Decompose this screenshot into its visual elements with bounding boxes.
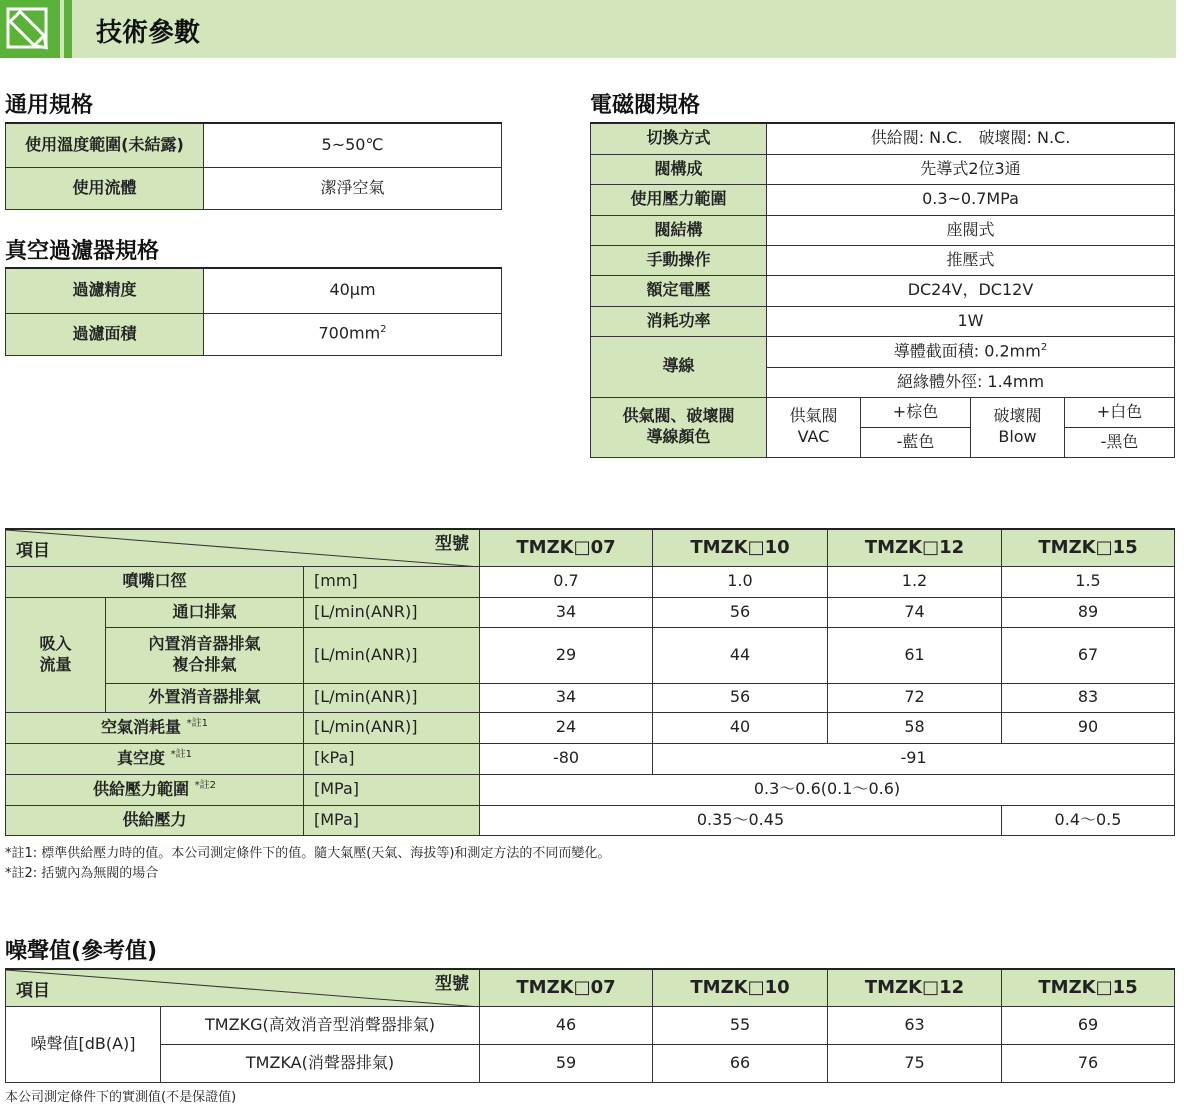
row-value: DC24V，DC12V: [767, 275, 1175, 306]
label-line: 導線顏色: [646, 427, 711, 446]
value-cell: 59: [480, 1044, 653, 1082]
performance-table: [5, 528, 1175, 836]
value-cell: -91: [653, 743, 1175, 774]
value-cell: 0.3～0.6(0.1～0.6): [480, 774, 1175, 805]
row-label: 過濾精度: [6, 268, 204, 313]
table-row: [6, 167, 502, 209]
solenoid-title: 電磁閥規格: [590, 93, 701, 118]
header-cell: [6, 969, 480, 1006]
value-text: 700mm: [318, 323, 381, 343]
model-header: TMZK□12: [828, 529, 1002, 566]
value-cell: 24: [480, 712, 653, 743]
row-value: 供給閥: N.C. 破壞閥: N.C.: [767, 123, 1175, 154]
unit-cell: [kPa]: [304, 743, 480, 774]
row-value: 1W: [767, 306, 1175, 336]
table-row: [591, 245, 1175, 275]
row-label: 消耗功率: [591, 306, 767, 336]
unit-cell: [L/min(ANR)]: [304, 627, 480, 683]
superscript: 2: [1040, 341, 1048, 353]
label-line: 吸入: [39, 633, 72, 653]
table-row: [6, 683, 1175, 712]
row-value: 先導式2位3通: [767, 154, 1175, 184]
wire-color: -黑色: [1065, 427, 1175, 457]
value-cell: 1.2: [828, 566, 1002, 597]
label-text: 真空度: [117, 748, 166, 768]
section-banner: [0, 0, 1176, 58]
break-valve-cell: [971, 397, 1065, 457]
table-row: [6, 805, 1175, 835]
wire-color: +棕色: [861, 397, 971, 427]
label-line: Blow: [998, 427, 1037, 446]
unit-cell: [L/min(ANR)]: [304, 683, 480, 712]
value-cell: 61: [828, 627, 1002, 683]
table-row: [6, 597, 1175, 627]
wire-color: -藍色: [861, 427, 971, 457]
model-header: TMZK□12: [828, 969, 1002, 1006]
page-title: 技術參數: [96, 18, 201, 48]
label-line: 複合排氣: [172, 655, 237, 674]
model-label: 型號: [435, 534, 470, 554]
row-label: 導線: [591, 336, 767, 397]
value-cell: 56: [653, 683, 828, 712]
banner-strip: [64, 0, 72, 58]
row-value: 推壓式: [767, 245, 1175, 275]
row-label: 手動操作: [591, 245, 767, 275]
model-header: TMZK□07: [480, 969, 653, 1006]
model-header: TMZK□10: [653, 529, 828, 566]
table-row: [6, 774, 1175, 805]
value-cell: 40: [653, 712, 828, 743]
value-cell: 76: [1002, 1044, 1175, 1082]
value-cell: 75: [828, 1044, 1002, 1082]
superscript: 2: [380, 324, 387, 336]
row-label: 噴嘴口徑: [6, 566, 304, 597]
table-row: [6, 743, 1175, 774]
table-row: [591, 184, 1175, 215]
label-text: 空氣消耗量: [101, 717, 182, 737]
value-cell: 0.4～0.5: [1002, 805, 1175, 835]
table-row: [6, 313, 502, 355]
label-line: 供氣閥: [789, 406, 838, 426]
table-row: [6, 268, 502, 313]
row-value: 潔淨空氣: [204, 167, 502, 209]
supply-valve-cell: [767, 397, 861, 457]
diagonal-line: [6, 970, 480, 1007]
value-cell: 34: [480, 683, 653, 712]
table-row: [591, 123, 1175, 154]
value-cell: 58: [828, 712, 1002, 743]
value-cell: 83: [1002, 683, 1175, 712]
value-cell: 1.5: [1002, 566, 1175, 597]
table-row: [591, 306, 1175, 336]
solenoid-table: [590, 122, 1175, 458]
general-title: 通用規格: [5, 93, 94, 118]
suction-label: [6, 597, 106, 712]
label-text: 供給壓力範圍: [93, 779, 190, 799]
table-header-row: [6, 969, 1175, 1006]
value-cell: 67: [1002, 627, 1175, 683]
row-label: 使用壓力範圍: [591, 184, 767, 215]
table-row: [591, 397, 1175, 427]
row-value: 40μm: [204, 268, 502, 313]
table-row: [6, 627, 1175, 683]
row-label: 噪聲值[dB(A)]: [6, 1006, 161, 1082]
note-marker: *註1: [170, 748, 192, 760]
label-line: 供氣閥、破壞閥: [622, 406, 735, 426]
unit-cell: [L/min(ANR)]: [304, 712, 480, 743]
row-label: 過濾面積: [6, 313, 204, 355]
value-cell: 74: [828, 597, 1002, 627]
value-cell: 29: [480, 627, 653, 683]
table-row: [6, 712, 1175, 743]
row-label: 使用溫度範圍(未結露): [6, 123, 204, 167]
label-line: 內置消音器排氣: [148, 634, 261, 654]
model-header: TMZK□07: [480, 529, 653, 566]
noise-footnote: 本公司測定條件下的實測值(不是保證值): [5, 1090, 237, 1105]
noise-title: 噪聲值(參考值): [5, 939, 158, 964]
header-cell: [6, 529, 480, 566]
row-value: [767, 336, 1175, 367]
note-marker: *註1: [186, 717, 208, 729]
label-line: 流量: [39, 654, 72, 674]
label-line: VAC: [797, 427, 830, 446]
row-value: 0.3~0.7MPa: [767, 184, 1175, 215]
value-cell: 0.7: [480, 566, 653, 597]
vacfilter-table: [5, 267, 502, 356]
row-label: [6, 743, 304, 774]
row-label: [591, 397, 767, 457]
row-label: 外置消音器排氣: [106, 683, 304, 712]
value-cell: 55: [653, 1006, 828, 1044]
value-cell: -80: [480, 743, 653, 774]
row-label: 閥結構: [591, 215, 767, 245]
diagonal-line: [6, 530, 480, 567]
value-cell: 0.35～0.45: [480, 805, 1002, 835]
model-header: TMZK□15: [1002, 969, 1175, 1006]
row-label: 額定電壓: [591, 275, 767, 306]
row-label: 通口排氣: [106, 597, 304, 627]
noise-table: [5, 968, 1175, 1083]
row-label: [6, 774, 304, 805]
item-label: 項目: [16, 541, 50, 562]
value-cell: 72: [828, 683, 1002, 712]
row-label: [6, 712, 304, 743]
table-row: [591, 154, 1175, 184]
value-cell: 1.0: [653, 566, 828, 597]
unit-cell: [MPa]: [304, 774, 480, 805]
model-label: 型號: [435, 974, 469, 994]
value-cell: 89: [1002, 597, 1175, 627]
label-line: 破壞閥: [993, 406, 1042, 426]
row-label: [106, 627, 304, 683]
model-header: TMZK□10: [653, 969, 828, 1006]
unit-cell: [L/min(ANR)]: [304, 597, 480, 627]
table-row: [591, 275, 1175, 306]
value-cell: 63: [828, 1006, 1002, 1044]
table-row: [6, 566, 1175, 597]
note-marker: *註2: [194, 779, 216, 791]
footnote-1: *註1: 標準供給壓力時的值。本公司測定條件下的值。隨大氣壓(天氣、海拔等)和測定方法的不同而變化。: [5, 846, 611, 861]
table-row: [591, 215, 1175, 245]
table-row: [6, 123, 502, 167]
row-label: 供給壓力: [6, 805, 304, 835]
row-value: 絕緣體外徑: 1.4mm: [767, 367, 1175, 397]
value-cell: 44: [653, 627, 828, 683]
value-text: 導體截面積: 0.2mm: [893, 341, 1041, 361]
value-cell: 46: [480, 1006, 653, 1044]
item-label: 項目: [16, 981, 50, 1002]
general-table: [5, 122, 502, 210]
row-name: TMZKA(消聲器排氣): [161, 1044, 480, 1082]
table-row: [591, 336, 1175, 367]
model-header: TMZK□15: [1002, 529, 1175, 566]
row-value: [204, 313, 502, 355]
pencil-icon: [0, 0, 60, 58]
value-cell: 34: [480, 597, 653, 627]
value-cell: 90: [1002, 712, 1175, 743]
wire-color: +白色: [1065, 397, 1175, 427]
footnote-2: *註2: 括號內為無閥的場合: [5, 866, 159, 881]
value-cell: 56: [653, 597, 828, 627]
vacfilter-title: 真空過濾器規格: [5, 239, 160, 264]
unit-cell: [MPa]: [304, 805, 480, 835]
row-label: 切換方式: [591, 123, 767, 154]
row-value: 5~50℃: [204, 123, 502, 167]
value-cell: 66: [653, 1044, 828, 1082]
value-cell: 69: [1002, 1006, 1175, 1044]
row-label: 閥構成: [591, 154, 767, 184]
row-name: TMZKG(高效消音型消聲器排氣): [161, 1006, 480, 1044]
table-row: [6, 1044, 1175, 1082]
table-row: [6, 1006, 1175, 1044]
row-label: 使用流體: [6, 167, 204, 209]
unit-cell: [mm]: [304, 566, 480, 597]
row-value: 座閥式: [767, 215, 1175, 245]
table-header-row: [6, 529, 1175, 566]
